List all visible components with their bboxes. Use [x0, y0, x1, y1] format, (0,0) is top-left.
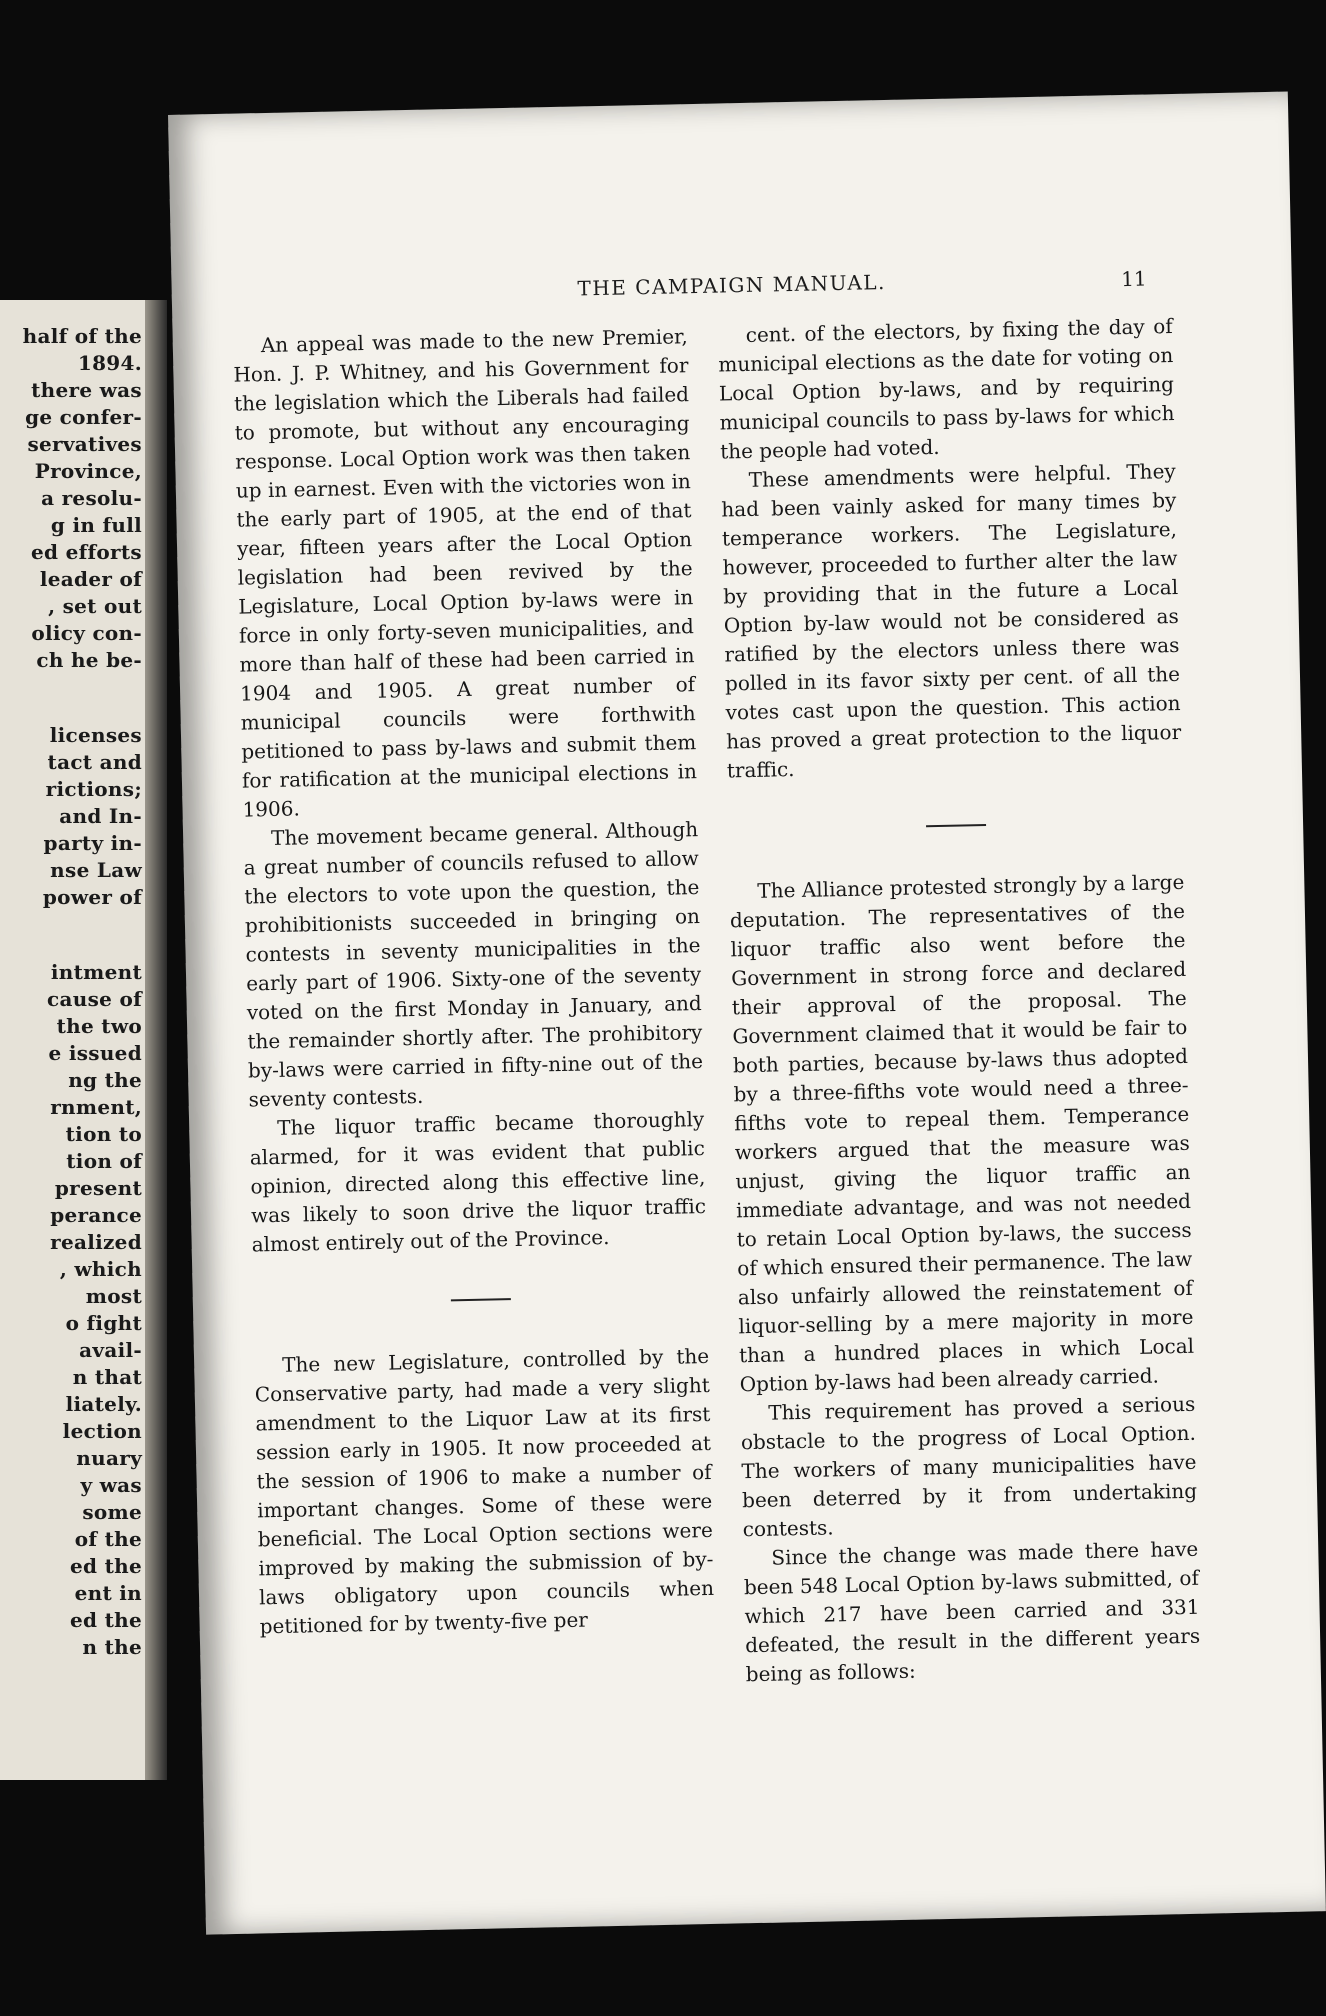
paragraph: These amendments were helpful. They had been vainly asked for many times by temperance workers. The Legislature, however, proceeded to further alter the law by providing that in the future a Local Option by-law would not be considered as ratified by the electors unless there was polled in its favor sixty per cent. of all the votes cast upon the question. This action has proved a great protection to the liquor traffic.	[721, 458, 1182, 783]
facing-page-line: licenses	[49, 723, 142, 747]
facing-page-line: n the	[82, 1635, 142, 1659]
facing-page-line: the two	[56, 1014, 142, 1038]
facing-page-line: , which	[59, 1257, 142, 1281]
facing-page-line: ed the	[70, 1608, 142, 1632]
facing-page-line: leader of	[39, 567, 142, 591]
facing-page-line: some	[82, 1500, 142, 1524]
facing-page-line: tact and	[47, 750, 142, 774]
right-column	[717, 312, 1201, 1689]
facing-page-line: avail-	[79, 1338, 142, 1362]
facing-page-line: olicy con-	[31, 621, 142, 645]
facing-page-line: 1894.	[77, 351, 142, 375]
facing-page-line: present	[54, 1176, 142, 1200]
facing-page-line: most	[85, 1284, 142, 1308]
paragraph: An appeal was made to the new Premier, Hon. J. P. Whitney, and his Government for the legislation which the Liberals had failed to promote, but without any encouraging response. Local Option work was then taken up in earnest. Even with the victories won in the early part of 1905, at the end of that year, fifteen years after the Local Option legislation had been revived by the Legislature, Local Option by-laws were in force in only forty-seven municipalities, and more than half of these had been carried in 1904 and 1905. A great number of municipal councils were forthwith petitioned to pass by-laws and submit them for ratification at the municipal elections in 1906.	[233, 324, 698, 822]
facing-page-line: and In-	[59, 804, 142, 828]
facing-page-line: nse Law	[50, 858, 142, 882]
facing-page-line: realized	[50, 1230, 142, 1254]
facing-page-line: lection	[62, 1419, 142, 1443]
facing-page-line: g in full	[50, 513, 142, 537]
paragraph: The Alliance protested strongly by a large deputation. The representatives of the liquor traffic also went before the Government in strong force and declared their approval of the proposal. The Government claimed that it would be fair to both parties, because by-laws thus adopted by a three-fifths vote would need a three-fifths vote to repeal them. Temperance workers argued that the measure was unjust, giving the liquor traffic an immediate advantage, and was not needed to retain Local Option by-laws, the success of which ensured their permanence. The law also unfairly allowed the reinstatement of liquor-selling by a mere majority in more than a hundred places in which Local Option by-laws had been already carried.	[729, 869, 1195, 1397]
section-divider	[450, 1298, 510, 1301]
facing-page-line: of the	[74, 1527, 142, 1551]
facing-page-line: ent in	[74, 1581, 142, 1605]
facing-page-line: power of	[42, 885, 142, 909]
facing-page-line: Province,	[34, 459, 142, 483]
paragraph: cent. of the electors, by fixing the day of municipal elections as the date for voting on Local Option by-laws, and by requiring municipal councils to pass by-laws for which the people had voted.	[718, 314, 1175, 464]
facing-page-line: ed the	[70, 1554, 142, 1578]
paragraph: The movement became general. Although a great number of councils refused to allow the electors to vote upon the question, the prohibitionists succeeded in bringing on contests in seventy municipalities in the early part of 1906. Sixty-one of the seventy voted on the first Monday in January, and the remainder shortly after. The prohibitory by-laws were carried in fifty-nine out of the seventy contests.	[243, 817, 704, 1112]
facing-page-line: ch he be-	[36, 648, 142, 672]
facing-page-line: there was	[31, 378, 142, 402]
facing-page-line: half of the	[22, 324, 142, 348]
facing-page-line: e issued	[48, 1041, 142, 1065]
facing-page-line: a resolu-	[41, 486, 142, 510]
facing-page-line: intment	[50, 960, 142, 984]
facing-page-line: ed efforts	[31, 540, 142, 564]
facing-page-line: party in-	[43, 831, 142, 855]
facing-page-line: nuary	[76, 1446, 142, 1470]
book-page	[168, 92, 1326, 1935]
page-number: 11	[1120, 266, 1147, 292]
facing-page-line: y was	[80, 1473, 142, 1497]
facing-page-line: cause of	[47, 987, 142, 1011]
running-header: THE CAMPAIGN MANUAL.	[577, 270, 887, 301]
facing-page-line: tion of	[66, 1149, 142, 1173]
facing-page-line: ge confer-	[25, 405, 142, 429]
facing-page-line: ng the	[68, 1068, 142, 1092]
paragraph: The liquor traffic became thoroughly alarmed, for it was evident that public opinion, directed along this effective line, was likely to soon drive the liquor traffic almost entirely out of the Province.	[249, 1106, 707, 1257]
facing-page	[0, 300, 150, 1780]
facing-page-line: rnment,	[50, 1095, 142, 1119]
facing-page-line: o fight	[65, 1311, 142, 1335]
facing-page-line: liately.	[65, 1392, 142, 1416]
facing-page-line: n that	[72, 1365, 142, 1389]
book-gutter	[145, 300, 167, 1780]
facing-page-line: rictions;	[45, 777, 142, 801]
facing-page-line: , set out	[48, 594, 142, 618]
facing-page-line: servatives	[27, 432, 142, 456]
facing-page-line: tion to	[65, 1122, 142, 1146]
section-divider	[926, 824, 986, 827]
paragraph: The new Legislature, controlled by the Conservative party, had made a very slight amendment to the Liquor Law at its first session early in 1905. It now proceeded at the session of 1906 to make a number of important changes. Some of these were beneficial. The Local Option sections were improved by making the submission of by-laws obligatory upon councils when petitioned for by twenty-five per	[254, 1343, 715, 1639]
paragraph: Since the change was made there have been 548 Local Option by-laws submitted, of which 217 have been carried and 331 defeated, the result in the different years being as follows:	[743, 1536, 1201, 1687]
paragraph: This requirement has proved a serious obstacle to the progress of Local Option. The workers of many municipalities have been deterred by it from undertaking contests.	[740, 1391, 1198, 1542]
facing-page-line: perance	[50, 1203, 142, 1227]
left-column	[233, 322, 715, 1641]
